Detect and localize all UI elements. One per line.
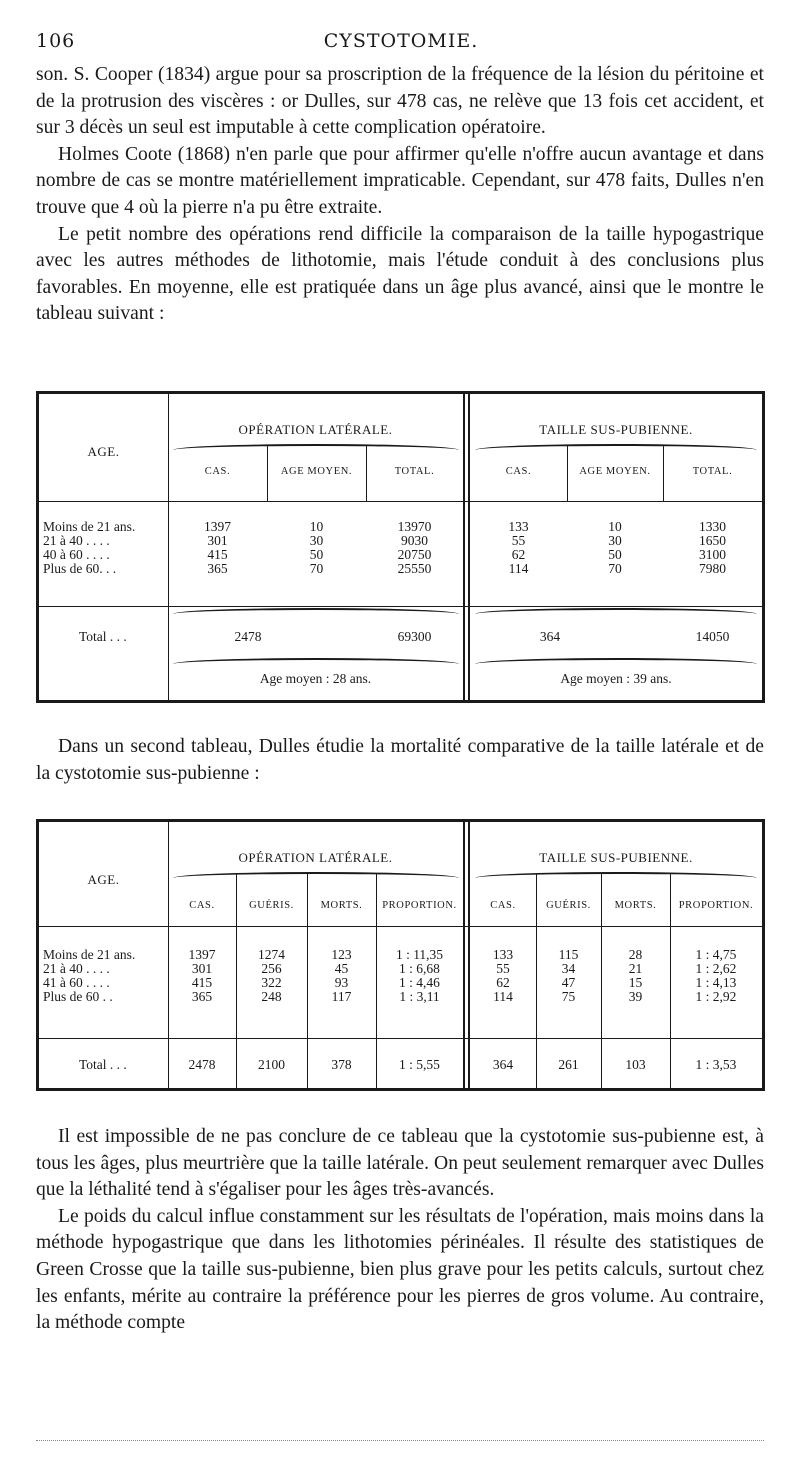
table-cell: 62 [496,975,510,990]
subheader-proportion: PROPORTION. [382,900,457,911]
total-cell: 2100 [258,1057,285,1072]
table-cell: 10 [608,519,622,534]
table-cell: 322 [261,975,282,990]
total-cell: 261 [558,1057,579,1072]
total-label: Total . . . [79,629,127,644]
table-cell: 1 : 6,68 [399,961,440,976]
table-cell: 30 [309,533,324,548]
table-cell: 1397 [188,947,216,962]
table-cell: 70 [309,561,324,576]
group-header-lateral: OPÉRATION LATÉRALE. [238,422,393,437]
paragraph: Le poids du calcul influe constamment sur les résultats de l'opération, mais moins dans la méthode hypogastrique que dans les lithotomies périnéales. Il résulte des statistiques de Green Crosse que la taille sus-pubienne, bien plus grave pour les petits calculs, surtout chez les enfants, mérite au contraire la préférence pour les pierres de gros volume. Au contraire, la méthode compte [36,1205,764,1334]
age-header: AGE. [87,872,120,887]
table-cell: 115 [558,947,579,962]
subheader-cas: CAS. [490,900,516,911]
age-header: AGE. [87,444,120,459]
table-cell: 415 [207,547,228,562]
group-header-lateral: OPÉRATION LATÉRALE. [238,850,393,865]
table-cell: 117 [331,989,352,1004]
table-age-comparison [36,391,765,703]
row-label: 21 à 40 . . . . [43,961,110,976]
subheader-morts: MORTS. [614,900,657,911]
table-cell: 21 [628,961,643,976]
subheader-age-moyen: AGE MOYEN. [579,466,651,477]
subheader-morts: MORTS. [320,900,363,911]
table-cell: 133 [508,519,529,534]
table-cell: 248 [261,989,282,1004]
row-label: Moins de 21 ans. [43,519,136,534]
page-number: 106 [36,30,76,52]
table-cell: 1 : 4,46 [399,975,440,990]
subheader-total: TOTAL. [394,466,435,477]
row-label: 41 à 60 . . . . [43,975,110,990]
body-text-bottom [36,1124,764,1337]
subheader-gueris: GUÉRIS. [249,900,294,911]
table-cell: 70 [608,561,622,576]
table-cell: 1 : 2,92 [695,989,737,1004]
row-label: Plus de 60. . . [43,561,117,576]
total-cell: 1 : 3,53 [695,1057,737,1072]
paragraph: Dans un second tableau, Dulles étudie la mortalité comparative de la taille latérale et de la cystotomie sus-pubienne : [36,736,764,784]
subheader-cas: CAS. [505,466,532,477]
table-cell: 39 [628,989,643,1004]
table-cell: 7980 [699,561,726,576]
table-cell: 34 [561,961,576,976]
subheader-total: TOTAL. [692,466,733,477]
subheader-cas: CAS. [204,466,231,477]
table-cell: 415 [191,975,213,990]
table-cell: 114 [493,989,513,1004]
page-header [36,30,766,60]
table-cell: 13970 [397,519,432,534]
total-cell: 2478 [234,629,262,644]
paragraph: Le petit nombre des opérations rend difficile la comparaison de la taille hypogastrique avec les autres méthodes de lithotomie, mais l'étude conduit à des conclusions plus favorables. En moyenne, elle est pratiquée dans un âge plus avancé, ainsi que le montre le tableau suivant : [36,223,764,325]
avg-age-suspubic: Age moyen : 39 ans. [560,671,672,686]
table-cell: 25550 [397,561,432,576]
total-cell: 2478 [188,1057,216,1072]
total-cell: 364 [492,1057,514,1072]
subheader-age-moyen: AGE MOYEN. [280,466,353,477]
row-label: Plus de 60 . . [43,989,113,1004]
table-cell: 55 [511,533,526,548]
table-cell: 1330 [699,519,726,534]
body-text-top [36,62,764,328]
table-cell: 365 [207,561,228,576]
table-cell: 55 [496,961,510,976]
table-cell: 1 : 3,11 [399,989,440,1004]
total-cell: 1 : 5,55 [399,1057,440,1072]
total-cell: 103 [625,1057,646,1072]
table-cell: 1397 [204,519,231,534]
table-mortality-comparison [36,819,765,1091]
table-cell: 93 [334,975,349,990]
avg-age-lateral: Age moyen : 28 ans. [259,671,372,686]
table-cell: 301 [207,533,228,548]
total-cell: 69300 [397,629,432,644]
table-cell: 1 : 2,62 [695,961,737,976]
group-header-suspubic: TAILLE SUS-PUBIENNE. [539,850,693,865]
subheader-proportion: PROPORTION. [678,900,754,911]
table-cell: 47 [561,975,576,990]
table-cell: 1 : 4,13 [695,975,737,990]
table-cell: 28 [628,947,643,962]
table-cell: 50 [608,547,622,562]
row-label: Moins de 21 ans. [43,947,136,962]
running-title: CYSTOTOMIE. [323,30,479,52]
table-cell: 50 [309,547,324,562]
table-cell: 1274 [258,947,285,962]
table-cell: 1 : 4,75 [695,947,737,962]
row-label: 21 à 40 . . . . [43,533,110,548]
table-cell: 133 [492,947,514,962]
table-cell: 15 [628,975,643,990]
table-cell: 1650 [699,533,726,548]
table-cell: 1 : 11,35 [395,947,444,962]
table-cell: 256 [261,961,282,976]
subheader-gueris: GUÉRIS. [546,900,591,911]
table-cell: 365 [191,989,213,1004]
table-cell: 20750 [397,547,432,562]
paragraph: son. S. Cooper (1834) argue pour sa proscription de la fréquence de la lésion du péritoine et de la protrusion des viscères : or Dulles, sur 478 cas, ne relève que 13 fois cet accident, et sur 3 décès un seul est imputable à cette complication opératoire. [36,64,764,139]
table-cell: 9030 [401,533,428,548]
table-cell: 123 [331,947,352,962]
total-cell: 14050 [695,629,730,644]
footer-rule [36,1440,764,1443]
table-cell: 114 [508,561,529,576]
total-label: Total . . . [79,1057,127,1072]
paragraph: Holmes Coote (1868) n'en parle que pour affirmer qu'elle n'offre aucun avantage et dans nombre de cas se montre matériellement impraticable. Cependant, sur 478 faits, Dulles n'en trouve que 4 où la pierre n'a pu être extraite. [36,143,764,218]
subheader-cas: CAS. [189,900,215,911]
table-cell: 30 [608,533,622,548]
table-cell: 301 [191,961,213,976]
table-cell: 62 [511,547,526,562]
table-cell: 10 [309,519,324,534]
total-cell: 378 [331,1057,352,1072]
paragraph: Il est impossible de ne pas conclure de ce tableau que la cystotomie sus-pubienne est, à tous les âges, plus meurtrière que la taille latérale. On peut seulement remarquer avec Dulles que la léthalité tend à s'égaliser pour les âges très-avancés. [36,1126,764,1201]
table-cell: 75 [561,989,576,1004]
table-cell: 3100 [699,547,726,562]
table-cell: 45 [334,961,349,976]
total-cell: 364 [539,629,561,644]
body-text-mid [36,734,764,787]
group-header-suspubic: TAILLE SUS-PUBIENNE. [539,422,693,437]
row-label: 40 à 60 . . . . [43,547,110,562]
